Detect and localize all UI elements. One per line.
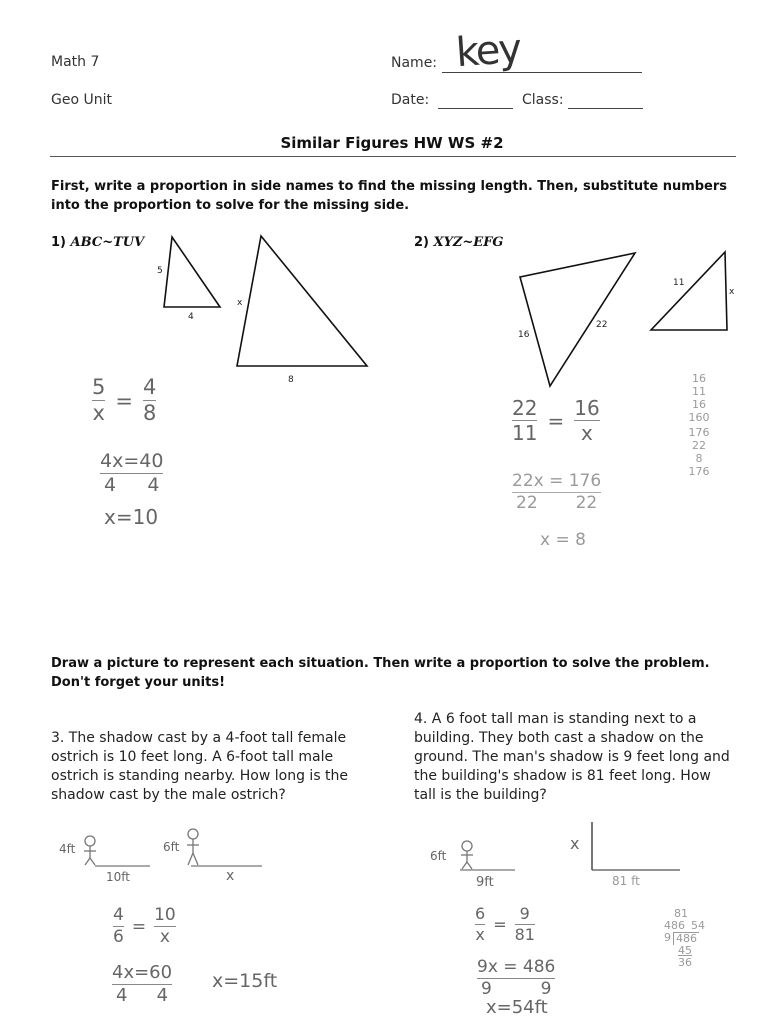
p4-step-n: 9x = 486 [477,957,556,977]
problem3-answer: x=15ft [212,970,278,992]
problem4-answer: x=54ft [486,997,548,1018]
p4-d1: x [475,925,485,944]
p3-s1: 10ft [106,870,130,884]
triangle-xyz [520,253,635,386]
section2-instructions: Draw a picture to represent each situation. Then write a proportion to solve the problem. Don't forget your units! [51,656,710,690]
stick-figure-icon [461,841,473,869]
label-8: 8 [288,375,294,385]
course-label: Math 7 [51,54,100,70]
p3-step-d1: 4 [116,985,128,1006]
scratch-dividend: 486 [673,932,699,945]
p2-step-d1: 22 [516,493,538,513]
problem4-text: 4. A 6 foot tall man is standing next to a building. They both cast a shadow on the ground. The man's shadow is 9 feet long and the building's shadow is 81 feet long. How tall is the building? [414,711,730,803]
label-16: 16 [518,330,530,340]
problem3-text: 3. The shadow cast by a 4-foot tall female ostrich is 10 feet long. A 6-foot tall male ostrich is standing nearby. How long is the shadow cast by the male ostrich? [51,730,349,803]
triangle-tuv [237,236,367,366]
scratch-item: 11 [692,385,706,398]
scratch-sub: 45 [678,944,692,957]
p2-step-n: 22x = 176 [512,471,602,491]
scratch-item: 176 [688,465,710,478]
p2-eq: = [547,408,565,433]
p4-h1: 6ft [430,849,447,863]
p4-step-d1: 9 [481,979,492,999]
problem4-scratch [664,908,705,969]
p1-eq: = [115,388,133,413]
problem2-number: 2) [414,235,429,250]
problem2-step [512,471,601,513]
p3-n2: 10 [154,905,176,925]
p2-n2: 16 [574,396,600,420]
p4-step-d2: 9 [540,979,552,999]
problem1-step [100,450,163,496]
p3-h2: 6ft [163,840,180,854]
name-handwritten: key [454,25,522,77]
problem1-answer: x=10 [104,505,159,529]
problem1-relation: ABC~TUV [70,235,145,250]
p2-d1: 11 [512,421,538,445]
worksheet-title: Similar Figures HW WS #2 [280,134,504,152]
p4-s1: 9ft [476,875,494,890]
label-4: 4 [188,312,194,322]
p2-d2: x [581,421,593,445]
problem4-step [477,957,555,999]
p3-step-n: 4x=60 [112,962,173,983]
scratch-carry: 54 [691,919,705,932]
problem1-proportion [92,377,156,424]
scratch-mult: 486 [664,919,685,932]
scratch-divisor: 9 [664,931,671,944]
scratch-rem: 36 [678,956,692,969]
p3-eq: = [131,916,147,937]
name-label: Name: [391,55,438,71]
scratch-item: 16 [692,372,706,385]
problem2-scratch [684,372,714,478]
problem2-answer: x = 8 [540,530,586,550]
p4-n2: 9 [519,904,530,923]
p3-step-d2: 4 [156,985,169,1006]
p2-n1: 22 [512,396,538,420]
label-22: 22 [596,320,608,330]
p1-step-n: 4x=40 [100,450,164,472]
triangle-efg [651,252,727,330]
p4-n1: 6 [475,904,486,923]
p4-s2: 81 ft [612,874,640,888]
class-label: Class: [522,92,564,108]
p3-d1: 6 [113,927,124,947]
p1-step-d1: 4 [104,474,117,496]
section1-instructions: First, write a proportion in side names to find the missing length. Then, substitute numbers into the proportion to solve for the missing side. [51,179,728,213]
p1-step-d2: 4 [147,474,160,496]
problem3-step [112,962,172,1006]
stick-figure-icon [84,836,96,865]
p3-n1: 4 [113,905,124,925]
date-label: Date: [391,92,430,108]
p1-d2: 8 [142,401,157,425]
p3-h1: 4ft [59,842,76,856]
p1-n1: 5 [92,375,106,399]
p4-eq: = [493,915,507,934]
triangle-abc [164,237,220,307]
p3-s2: x [226,868,235,884]
scratch-item: 16 [692,398,706,411]
problem2-relation: XYZ~EFG [433,235,504,250]
unit-label: Geo Unit [51,92,112,108]
label-11: 11 [673,278,685,288]
scratch-item: 8 [695,452,703,465]
problem4-proportion [475,906,535,943]
scratch-item: 176 [688,426,710,439]
scratch-top: 81 [674,907,688,920]
p1-d1: x [92,401,105,425]
scratch-item: 160 [688,411,710,424]
problem3-proportion [113,907,176,946]
scratch-item: 22 [692,439,706,452]
p3-d2: x [159,927,170,947]
p4-h2: x [570,834,580,853]
stick-figure-icon [187,829,199,865]
p2-step-d2: 22 [575,493,598,513]
label-x2: x [729,287,735,297]
p1-n2: 4 [142,375,157,399]
problem2-proportion [512,398,600,443]
label-5: 5 [157,266,163,276]
problem1-number: 1) [51,235,66,250]
label-x: x [237,298,243,308]
p4-d2: 81 [514,925,535,944]
